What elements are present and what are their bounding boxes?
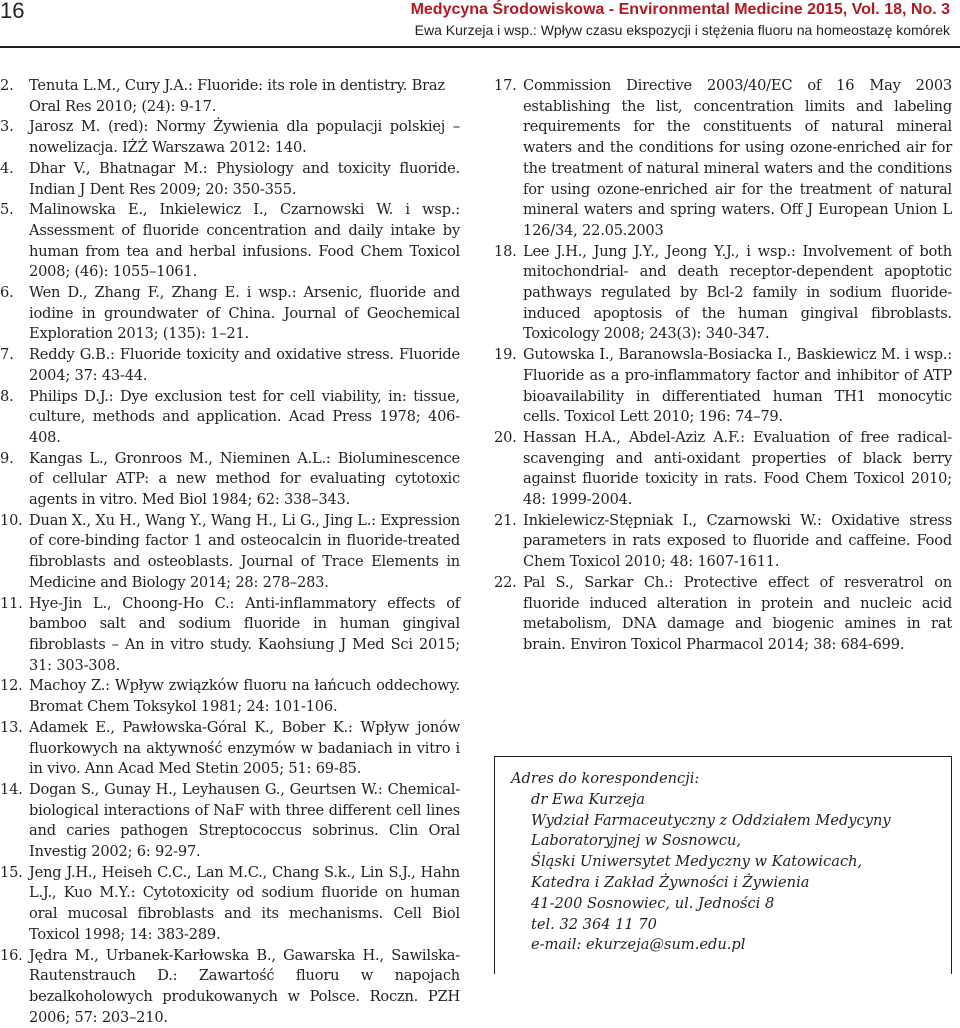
correspondence-box: [494, 756, 952, 974]
reference-number: 6.: [0, 284, 14, 302]
reference-number: 18.: [494, 242, 517, 260]
correspondence-email: e-mail: ekurzeja@sum.edu.pl: [531, 936, 746, 954]
reference-text: Duan X., Xu H., Wang Y., Wang H., Li G., Jing L.: Expression of core-binding factor 1 and osteocalcin in fluoride-treated fibroblasts and osteoblasts. Journal of Trace Elements in Medicine and Biology 2014; 28: 278–283.: [29, 511, 460, 591]
reference-text: Dogan S., Gunay H., Leyhausen G., Geurtsen W.: Chemical-biological interactions of NaF with three different cell lines and caries pathogen Streptococcus sobrinus. Clin Oral Investig 2002; 6: 92-97.: [29, 780, 460, 861]
reference-number: 17.: [494, 77, 517, 94]
reference-text: Kangas L., Gronroos M., Nieminen A.L.: Bioluminescence of cellular ATP: a new method for evaluating cytotoxic agents in vitro. Med Biol 1984; 62: 338–343.: [29, 449, 460, 509]
reference-number: 22.: [494, 573, 517, 591]
reference-item: [0, 780, 460, 863]
running-article-title: Ewa Kurzeja i wsp.: Wpływ czasu ekspozycji i stężenia fluoru na homeostazę komórek: [414, 22, 950, 38]
reference-number: 20.: [494, 428, 517, 446]
reference-text: Jarosz M. (red): Normy Żywienia dla populacji polskiej – nowelizacja. IŻŻ Warszawa 2012: 140.: [29, 118, 460, 157]
reference-number: 3.: [0, 118, 14, 136]
correspondence-phone: tel. 32 364 11 70: [531, 915, 657, 933]
reference-item: [0, 283, 460, 345]
reference-item: [0, 76, 460, 117]
reference-text: Reddy G.B.: Fluoride toxicity and oxidative stress. Fluoride 2004; 37: 43-44.: [29, 346, 460, 384]
reference-item: [494, 428, 952, 511]
reference-number: 21.: [494, 511, 517, 529]
reference-number: 19.: [494, 346, 517, 364]
reference-item: [494, 345, 952, 428]
references-left-column: [0, 76, 460, 1028]
reference-item: [494, 573, 952, 656]
reference-item: [0, 117, 460, 158]
reference-number: 4.: [0, 159, 14, 177]
reference-text: Philips D.J.: Dye exclusion test for cell viability, in: tissue, culture, methods and application. Acad Press 1978; 406-408.: [29, 387, 460, 446]
reference-text: Lee J.H., Jung J.Y., Jeong Y.J., i wsp.: Involvement of both mitochondrial- and death receptor-dependent apoptotic pathways regulated by Bcl-2 family in sodium fluoride-induced apoptosis of the human gingival fibroblasts. Toxicology 2008; 243(3): 340-347.: [523, 242, 952, 343]
correspondence-line: Wydział Farmaceutyczny z Oddziałem Medycyny: [531, 811, 891, 829]
reference-item: [0, 676, 460, 717]
reference-item: [494, 242, 952, 346]
reference-number: 15.: [0, 863, 23, 881]
reference-number: 16.: [0, 946, 23, 964]
reference-text: Pal S., Sarkar Ch.: Protective effect of resveratrol on fluoride induced alteration in protein and nucleic acid metabolism, DNA damage and biogenic amines in rat brain. Environ Toxicol Pharmacol 2014; 38: 684-699.: [523, 573, 952, 653]
correspondence-line: Katedra i Zakład Żywności i Żywienia: [531, 873, 810, 891]
reference-text: Inkielewicz-Stępniak I., Czarnowski W.: Oxidative stress parameters in rats exposed to fluoride and caffeine. Food Chem Toxicol 2010; 48: 1607-1611.: [523, 511, 952, 571]
correspondence-name: dr Ewa Kurzeja: [531, 790, 645, 808]
reference-number: 2.: [0, 77, 14, 94]
reference-text: Wen D., Zhang F., Zhang E. i wsp.: Arsenic, fluoride and iodine in groundwater of China. Journal of Geochemical Exploration 2013; (135): 1–21.: [29, 284, 460, 343]
reference-item: [0, 946, 460, 1028]
reference-number: 13.: [0, 718, 23, 736]
reference-item: [0, 387, 460, 449]
reference-number: 7.: [0, 346, 14, 364]
reference-text: Adamek E., Pawłowska-Góral K., Bober K.: Wpływ jonów fluorkowych na aktywność enzymów w badaniach in vitro i in vivo. Ann Acad Med Stetin 2005; 51: 69-85.: [29, 718, 460, 778]
header-divider: [0, 46, 960, 48]
reference-text: Hye-Jin L., Choong-Ho C.: Anti-inflammatory effects of bamboo salt and sodium fluoride in human gingival fibroblasts – An in vitro study. Kaohsiung J Med Sci 2015; 31: 303-308.: [29, 594, 460, 674]
reference-item: [0, 511, 460, 594]
correspondence-line: Laboratoryjnej w Sosnowcu,: [531, 832, 742, 850]
reference-text: Jędra M., Urbanek-Karłowska B., Gawarska H., Sawilska-Rautenstrauch D.: Zawartość fluoru w napojach bezalkoholowych produkowanych w Polsce. Roczn. PZH 2006; 57: 203–210.: [29, 946, 460, 1026]
correspondence-heading: Adres do korespondencji:: [511, 770, 700, 787]
journal-title: Medycyna Środowiskowa - Environmental Medicine 2015, Vol. 18, No. 3: [410, 1, 950, 18]
reference-item: [0, 718, 460, 780]
reference-number: 9.: [0, 449, 14, 467]
reference-number: 12.: [0, 677, 23, 695]
page-number: 16: [0, 0, 25, 23]
reference-number: 5.: [0, 201, 14, 219]
reference-item: [494, 511, 952, 573]
reference-number: 10.: [0, 511, 23, 529]
correspondence-line: Śląski Uniwersytet Medyczny w Katowicach,: [531, 853, 863, 871]
reference-item: [494, 76, 952, 242]
correspondence-line: 41-200 Sosnowiec, ul. Jedności 8: [531, 894, 775, 912]
reference-item: [0, 594, 460, 677]
reference-number: 14.: [0, 780, 23, 798]
references-right-column: [494, 76, 952, 656]
reference-text: Hassan H.A., Abdel-Aziz A.F.: Evaluation of free radical-scavenging and anti-oxidant properties of black berry against fluoride toxicity in rats. Food Chem Toxicol 2010; 48: 1999-2004.: [523, 428, 952, 509]
reference-item: [0, 159, 460, 200]
reference-number: 8.: [0, 387, 14, 405]
correspondence-address: [511, 769, 891, 956]
reference-text: Tenuta L.M., Cury J.A.: Fluoride: its role in dentistry. Braz Oral Res 2010; (24): 9-17.: [29, 77, 445, 115]
reference-text: Dhar V., Bhatnagar M.: Physiology and toxicity fluoride. Indian J Dent Res 2009; 20: 350-355.: [29, 159, 460, 198]
reference-text: Commission Directive 2003/40/EC of 16 May 2003 establishing the list, concentration limits and labeling requirements for the constituents of natural mineral waters and the conditions for using ozone-enriched air for the treatment of natural mineral waters and the conditions for using ozone-enriched air for the treatment of natural mineral waters and spring waters. Off J European Union L 126/34, 22.05.2003: [523, 77, 952, 239]
reference-item: [0, 863, 460, 946]
reference-text: Malinowska E., Inkielewicz I., Czarnowski W. i wsp.: Assessment of fluoride concentration and daily intake by human from tea and herbal infusions. Food Chem Toxicol 2008; (46): 1055–1061.: [29, 201, 460, 281]
reference-item: [0, 200, 460, 283]
reference-text: Gutowska I., Baranowsla-Bosiacka I., Baskiewicz M. i wsp.: Fluoride as a pro-inflammatory factor and inhibitor of ATP bioavailability in differentiated human TH1 monocytic cells. Toxicol Lett 2010; 196: 74–79.: [523, 346, 952, 426]
reference-item: [0, 449, 460, 511]
reference-number: 11.: [0, 594, 23, 612]
reference-text: Machoy Z.: Wpływ związków fluoru na łańcuch oddechowy. Bromat Chem Toksykol 1981; 24: 101-106.: [29, 677, 460, 716]
reference-item: [0, 345, 460, 386]
reference-text: Jeng J.H., Heiseh C.C., Lan M.C., Chang S.k., Lin S.J., Hahn L.J., Kuo M.Y.: Cytotoxicity od sodium fluoride on human oral mucosal fibroblasts and its mechanisms. Cell Biol Toxicol 1998; 14: 383-289.: [29, 863, 460, 943]
